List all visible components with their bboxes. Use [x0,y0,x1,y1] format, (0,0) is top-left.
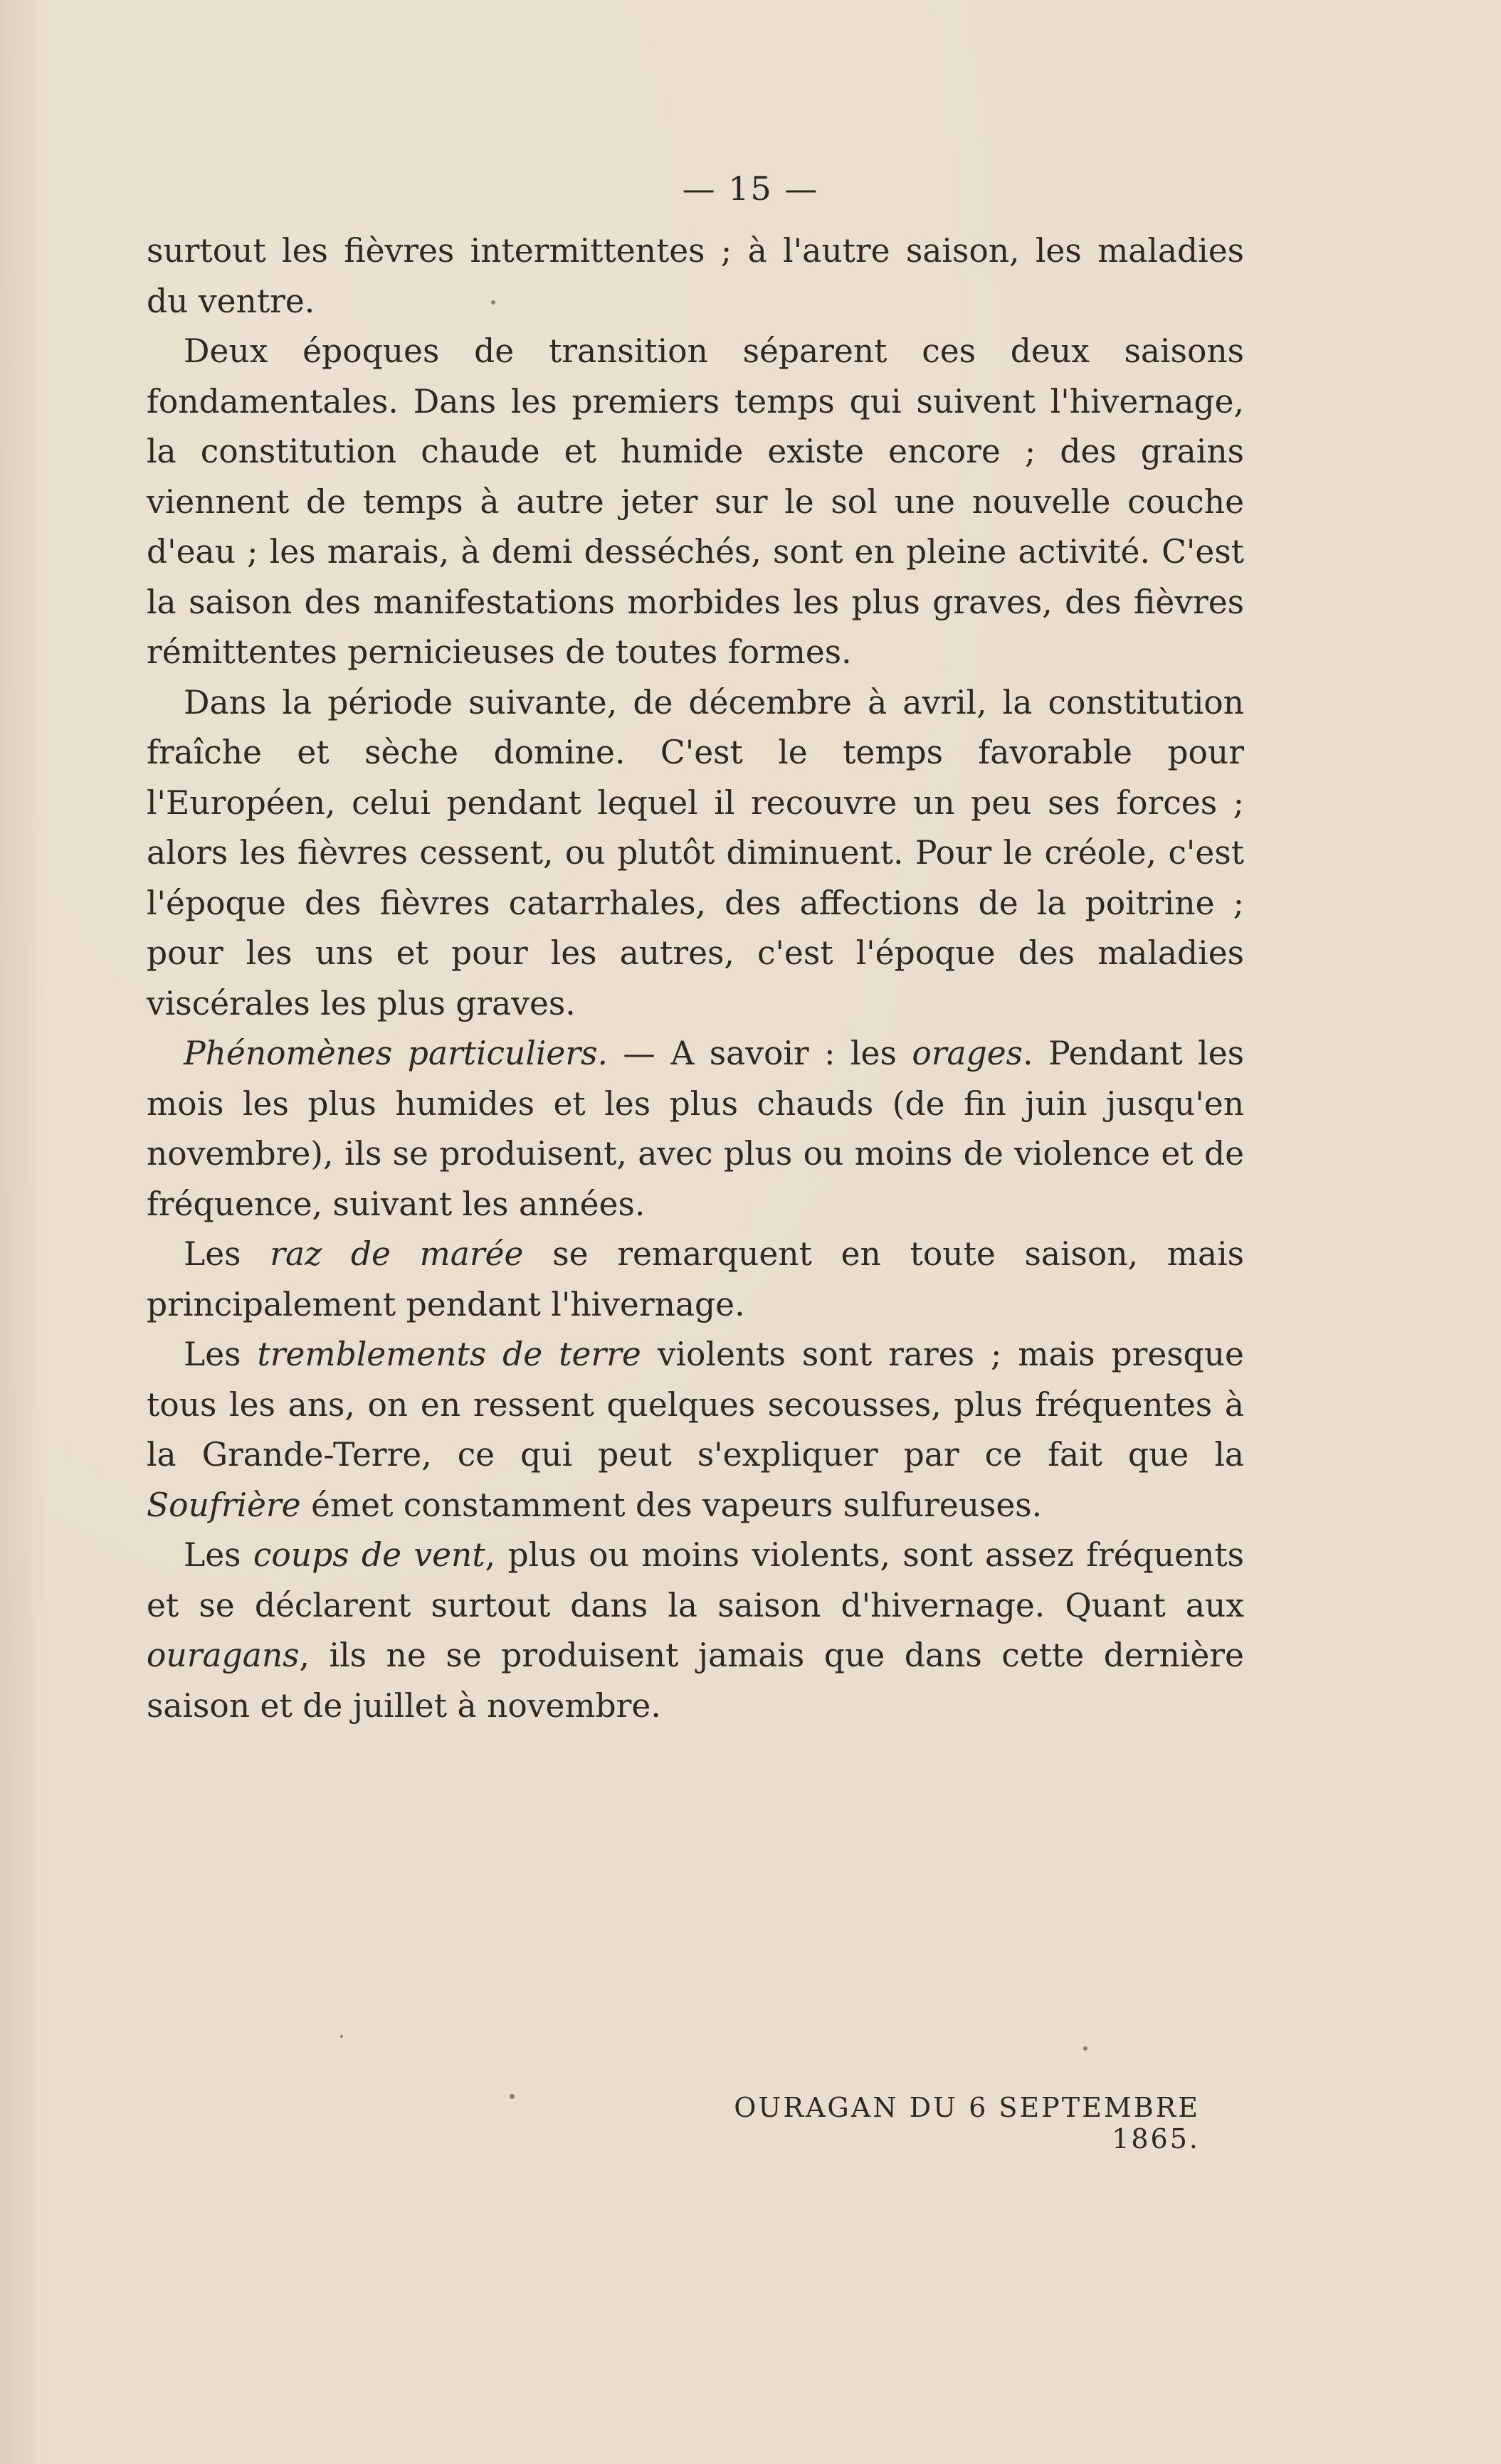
text-run: , plus ou moins violents, sont assez fréquents et se déclarent surtout dans la saison d'hivernage. Quant aux [147,1536,1244,1624]
text-run: Les [184,1336,258,1373]
section-heading: OURAGAN DU 6 SEPTEMBRE 1865. [734,2092,1200,2154]
text-run: violents sont rares ; mais presque tous les ans, on en ressent quelques secousses, plus fréquentes à la Grande-Terre, ce qui peut s'expliquer par ce fait que la [147,1336,1244,1474]
text-run: Les [184,1536,253,1574]
text-run: se remarquent en toute saison, mais principalement pendant l'hivernage. [147,1235,1244,1323]
page-number: — 15 — [682,169,819,208]
italic-term: tremblements de terre [257,1336,641,1373]
paragraph [147,1029,1244,1230]
italic-term: Soufrière [147,1486,301,1524]
text-run: Dans la période suivante, de décembre à avril, la constitution fraîche et sèche domine. C'est le temps favorable pour l'Européen, celui pendant lequel il recouvre un peu ses forces ; alors les fièvres cessent, ou plutôt diminuent. Pour le créole, c'est l'époque des fièvres catarrhales, des affections de la poitrine ; pour les uns et pour les autres, c'est l'époque des maladies viscérales les plus graves. [147,683,1244,1022]
text-run: émet constamment des vapeurs sulfureuses. [300,1486,1043,1524]
text-run: . Pendant les mois les plus humides et les plus chauds (de fin juin jusqu'en novembre), ils se produisent, avec plus ou moins de violence et de fréquence, suivant les années. [147,1035,1244,1223]
paper-speck [491,300,495,305]
paper-speck [340,2035,343,2038]
italic-term: coups de vent [253,1536,485,1574]
italic-term: orages [912,1035,1023,1072]
italic-term: raz de marée [270,1235,524,1273]
paragraph [147,1530,1244,1731]
text-run: surtout les fièvres intermittentes ; à l'autre saison, les maladies du ventre. [147,232,1244,320]
italic-term: Phénomènes particuliers. [184,1035,608,1072]
text-run: Deux époques de transition séparent ces deux saisons fondamentales. Dans les premiers temps qui suivent l'hivernage, la constitution chaude et humide existe encore ; des grains viennent de temps à autre jeter sur le sol une nouvelle couche d'eau ; les marais, à demi desséchés, sont en pleine activité. C'est la saison des manifestations morbides les plus graves, des fièvres rémittentes pernicieuses de toutes formes. [147,332,1244,671]
paper-speck [510,2094,515,2099]
text-run: Les [184,1235,270,1273]
paragraph [147,327,1244,678]
text-run: , ils ne se produisent jamais que dans cette dernière saison et de juillet à novembre. [147,1637,1244,1725]
paragraph [147,226,1244,327]
paragraph [147,1330,1244,1530]
paragraph [147,678,1244,1030]
paragraph [147,1230,1244,1330]
italic-term: ouragans [147,1637,300,1674]
text-run: — A savoir : les [607,1035,912,1072]
body-text [147,226,1244,1731]
paper-speck [1083,2046,1087,2051]
